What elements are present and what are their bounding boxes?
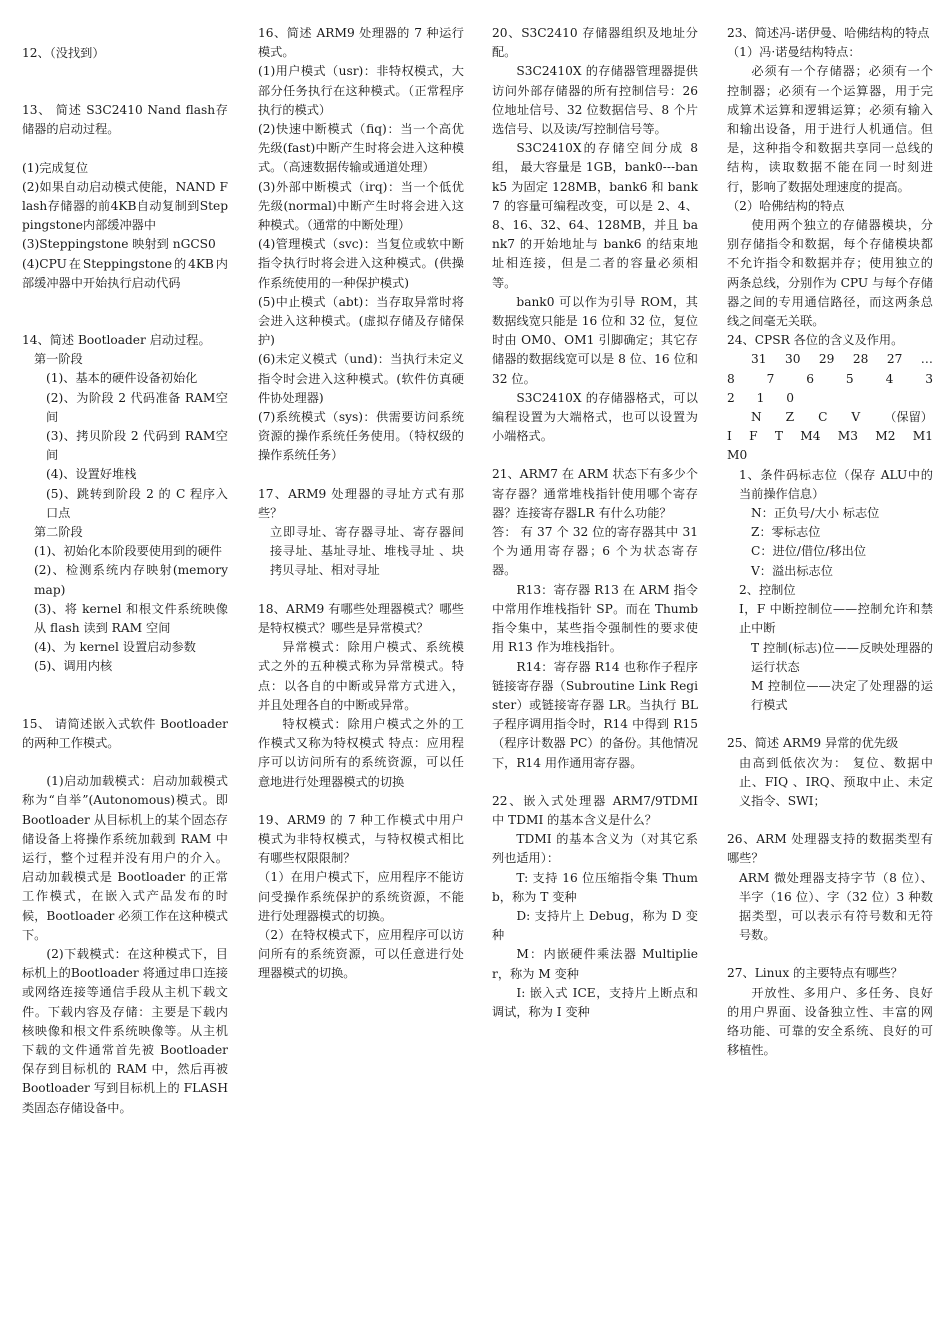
cpsr-flag: M2 — [875, 429, 896, 444]
column-2 — [258, 24, 464, 984]
cpsr-flag: M4 — [800, 429, 821, 444]
q22-item-m: M：内嵌硬件乘法器 Multiplier，称为 M 变种 — [492, 947, 698, 981]
column-1 — [22, 44, 232, 1118]
q14-stage2-item-5: (5)、调用内核 — [34, 659, 113, 674]
q27-answer: 开放性、多用户、多任务、良好的用户界面、设备独立性、丰富的网络功能、可靠的安全系统、良好的可移植性。 — [727, 985, 933, 1058]
q26-answer: ARM 微处理器支持字节（8 位）、半字（16 位）、字（32 位）3 种数据类型，可以表示有符号数和无符号数。 — [739, 870, 933, 943]
cpsr-flag: （保留） — [884, 410, 933, 425]
q23-heading-1: （1）冯·诺曼结构特点： — [727, 45, 861, 60]
question-26-title: 26、ARM 处理器支持的数据类型有哪些？ — [727, 832, 933, 866]
q21-paragraph-3: R14：寄存器 R14 也称作子程序链接寄存器（Subroutine Link Register）或链接寄存器 LR。当执行 BL 子程序调用指令时，R14 中得到 R15（程序计数器 PC）的备份。其他情况下，R14 用作通用寄存器。 — [492, 659, 702, 770]
question-23-title: 23、简述冯-诺伊曼、哈佛结构的特点 — [727, 26, 930, 40]
cpsr-bit: 4 — [885, 371, 894, 386]
cpsr-bits-row-3: 2 1 0 — [727, 390, 795, 405]
q14-stage1-item-5: (5)、跳转到阶段 2 的 C 程序入口点 — [46, 486, 228, 520]
q14-stage1-item-4: (4)、设置好堆栈 — [46, 467, 137, 482]
question-24-title: 24、CPSR 各位的含义及作用。 — [727, 333, 904, 348]
q20-paragraph-3: bank0 可以作为引导 ROM，其数据线宽只能是 16 位和 32 位，复位时由 OM0、OM1 引脚确定；其它存储器的数据线宽可以是 8 位、16 位和 32 位。 — [492, 294, 702, 386]
cpsr-flag: Z — [785, 410, 795, 425]
question-21-title: 21、ARM7 在 ARM 状态下有多少个寄存器？通常堆栈指针使用哪个寄存器？连接寄存器LR 有什么功能？ — [492, 467, 698, 520]
column-4 — [727, 24, 933, 1060]
q14-stage2-item-2: (2)、检测系统内存映射(memory map) — [34, 563, 232, 597]
q14-stage1-item-1: (1)、基本的硬件设备初始化 — [46, 371, 198, 386]
question-22-title: 22、嵌入式处理器 ARM7/9TDMI 中 TDMI 的基本含义是什么？ — [492, 793, 702, 827]
cpsr-bits-row-1 — [727, 350, 933, 369]
question-19-title: 19、ARM9 的 7 种工作模式中用户模式为非特权模式，与特权模式相比有哪些权限限制？ — [258, 812, 464, 866]
q20-paragraph-1: S3C2410X 的存储器管理器提供访问外部存储器的所有控制信号：26 位地址信号、32 位数据信号、8 个片选信号、以及读/写控制信号等。 — [492, 64, 702, 137]
cpsr-flag: M1 — [912, 429, 933, 444]
q24-item-4: C：进位/借位/移出位 — [751, 544, 867, 559]
question-18-title: 18、ARM9 有哪些处理器模式？哪些是特权模式？哪些是异常模式？ — [258, 601, 464, 635]
q16-item-6: (6)未定义模式（und)：当执行未定义指令时会进入这种模式。(软件仿真硬件协处理器) — [258, 352, 464, 405]
q16-item-4: (4)管理模式（svc)：当复位或软中断指令执行时将会进入这种模式。(供操作系统使用的一种保护模式) — [258, 237, 464, 290]
cpsr-flags-row-1 — [727, 408, 933, 427]
cpsr-bit: 7 — [766, 371, 775, 386]
cpsr-flag: C — [818, 410, 828, 425]
q19-paragraph-1: （1）在用户模式下，应用程序不能访问受操作系统保护的系统资源，不能进行处理器模式的切换。 — [258, 870, 464, 923]
cpsr-flag: T — [774, 429, 783, 444]
q22-item-t: T: 支持 16 位压缩指令集 Thumb，称为 T 变种 — [492, 870, 698, 904]
question-14-title: 14、简述 Bootloader 启动过程。 — [22, 333, 211, 348]
q16-item-3: (3)外部中断模式（irq)：当一个低优先级(normal)中断产生时将会进入这种模式。（通常的中断处理） — [258, 179, 464, 233]
q13-item-1: (1)完成复位 — [22, 160, 89, 175]
question-17-title: 17、ARM9 处理器的寻址方式有那些？ — [258, 486, 464, 520]
cpsr-bit: 29 — [818, 352, 835, 367]
q21-paragraph-1: 答： 有 37 个 32 位的寄存器其中 31 个为通用寄存器；6 个为状态寄存器。 — [492, 525, 702, 578]
question-20-title: 20、S3C2410 存储器组织及地址分配。 — [492, 26, 698, 60]
cpsr-bit: 6 — [806, 371, 815, 386]
cpsr-flag: M3 — [837, 429, 858, 444]
cpsr-bit: 27 — [886, 352, 903, 367]
cpsr-flags-row-2 — [727, 427, 933, 446]
q15-paragraph-1: (1)启动加载模式：启动加载模式称为“自举”(Autonomous)模式。即 Bootloader 从目标机上的某个固态存储设备上将操作系统加载到 RAM 中运行，整个过程并没有用户的介入。启动加载模式是 Bootloader 的正常工作模式，在嵌入式产品发布的时候，Bootloader 必须工作在这种模式下。 — [22, 774, 232, 942]
q14-stage-1: 第一阶段 — [34, 352, 83, 367]
q13-item-3: (3)Steppingstone 映射到 nGCS0 — [22, 237, 216, 252]
cpsr-bit: 30 — [784, 352, 801, 367]
q13-item-4: (4)CPU在Steppingstone的4KB内部缓冲器中开始执行启动代码 — [22, 256, 228, 290]
question-12: 12、（没找到） — [22, 46, 105, 60]
q20-paragraph-2: S3C2410X的存储空间分成 8 组， 最大容量是 1GB，bank0---bank5 为固定 128MB，bank6 和 bank7 的容量可编程改变，可以是 2、4、8、16、32、64、128MB，并且 bank7 的开始地址与 bank6 的结束地址相连接，但是二者的容量必须相等。 — [492, 141, 702, 290]
cpsr-flag: N — [751, 410, 762, 425]
question-15-title: 15、 请简述嵌入式软件 Bootloader 的两种工作模式。 — [22, 716, 232, 750]
q14-stage2-item-1: (1)、初始化本阶段要使用到的硬件 — [34, 544, 222, 559]
cpsr-bit: 5 — [845, 371, 854, 386]
q25-answer: 由高到低依次为： 复位、数据中止、FIQ 、IRQ、预取中止、未定义指令、SWI； — [739, 755, 933, 808]
q14-stage1-item-2: (2)、为阶段 2 代码准备 RAM空间 — [46, 390, 228, 424]
q13-item-2: (2)如果自动启动模式使能，NAND Flash存储器的前4KB自动复制到Steppingstone内部缓冲器中 — [22, 179, 228, 233]
q24-item-3: Z：零标志位 — [751, 525, 821, 540]
q24-item-6: 2、控制位 — [739, 582, 796, 597]
column-3 — [492, 24, 702, 1022]
q18-paragraph-2: 特权模式：除用户模式之外的工作模式又称为特权模式 特点：应用程序可以访问所有的系统资源，可以任意地进行处理器模式的切换 — [258, 716, 464, 789]
q15-paragraph-2: (2)下载模式：在这种模式下，目标机上的Bootloader 将通过串口连接或网络连接等通信手段从主机下载文件。下载内容及存储：主要是下载内核映像和根文件系统映像等。从主机下载的文件通常首先被 Bootloader 保存到目标机的 RAM 中，然后再被 Bootloader 写到目标机上的 FLASH 类固态存储设备中。 — [22, 946, 232, 1115]
cpsr-bit: 28 — [852, 352, 869, 367]
q24-item-7: I，F 中断控制位——控制允许和禁止中断 — [739, 602, 933, 636]
q22-item-i: I: 嵌入式 ICE，支持片上断点和调试，称为 I 变种 — [492, 985, 698, 1019]
q16-item-7: (7)系统模式（sys)：供需要访问系统资源的操作系统任务使用。（特权级的操作系统任务） — [258, 410, 464, 463]
q19-paragraph-2: （2）在特权模式下，应用程序可以访问所有的系统资源，可以任意进行处理器模式的切换。 — [258, 927, 464, 981]
cpsr-bit: 3 — [925, 371, 933, 386]
q24-item-5: V：溢出标志位 — [751, 563, 833, 578]
cpsr-flag: I — [727, 429, 732, 444]
q21-paragraph-2: R13：寄存器 R13 在 ARM 指令中常用作堆栈指针 SP。而在 Thumb 指令集中，某些指令强制性的要求使用 R13 作为堆栈指针。 — [492, 582, 702, 655]
q20-paragraph-4: S3C2410X 的存储器格式，可以编程设置为大端格式，也可以设置为小端格式。 — [492, 390, 698, 444]
question-16-title: 16、简述 ARM9 处理器的 7 种运行模式。 — [258, 26, 464, 60]
q14-stage2-item-4: (4)、为 kernel 设置启动参数 — [34, 640, 196, 655]
q23-paragraph-2: 使用两个独立的存储器模块，分别存储指令和数据，每个存储模块都不允许指令和数据并存；使用独立的两条总线，分别作为 CPU 与每个存储器之间的专用通信路径，而这两条总线之间毫无关联。 — [727, 218, 933, 329]
q22-item-d: D: 支持片上 Debug，称为 D 变种 — [492, 908, 698, 943]
q24-item-8: T 控制(标志)位——反映处理器的运行状态 — [751, 640, 933, 674]
cpsr-flag: F — [749, 429, 758, 444]
q16-item-1: (1)用户模式（usr)：非特权模式，大部分任务执行在这种模式。（正常程序执行的模式） — [258, 64, 464, 117]
cpsr-bit: 8 — [727, 371, 735, 386]
q16-item-5: (5)中止模式（abt)：当存取异常时将会进入这种模式。(虚拟存储及存储保护) — [258, 294, 464, 348]
q23-heading-2: （2）哈佛结构的特点 — [727, 198, 845, 213]
q18-paragraph-1: 异常模式：除用户模式、系统模式之外的五种模式称为异常模式。特点：以各自的中断或异常方式进入，并且处理各自的中断或异常。 — [258, 640, 464, 712]
q24-item-2: N：正负号/大小 标志位 — [751, 506, 880, 521]
q22-intro: TDMI 的基本含义为（对其它系列也适用）： — [492, 832, 698, 866]
q24-item-1: 1、条件码标志位（保存 ALU中的当前操作信息） — [739, 467, 933, 501]
question-27-title: 27、Linux 的主要特点有哪些？ — [727, 966, 903, 981]
cpsr-flags-row-3: M0 — [727, 448, 748, 463]
q14-stage-2: 第二阶段 — [34, 525, 83, 540]
q17-answer: 立即寻址、寄存器寻址、寄存器间接寻址、基址寻址、堆栈寻址 、块拷贝寻址、相对寻址 — [270, 525, 464, 578]
cpsr-bits-row-2 — [727, 370, 933, 389]
q23-paragraph-1: 必须有一个存储器；必须有一个控制器；必须有一个运算器，用于完成算术运算和逻辑运算；必须有输入和输出设备，用于进行人机通信。但是，这种指令和数据共享同一总线的结构，读取数据不能在同一时刻进行，影响了数据处理速度的提高。 — [727, 64, 933, 194]
question-25-title: 25、简述 ARM9 异常的优先级 — [727, 736, 899, 751]
q14-stage2-item-3: (3)、将 kernel 和根文件系统映像从 flash 读到 RAM 空间 — [34, 601, 228, 636]
question-13-title: 13、 简述 S3C2410 Nand flash存储器的启动过程。 — [22, 103, 228, 137]
q24-item-9: M 控制位——决定了处理器的运行模式 — [751, 678, 933, 713]
cpsr-bit: 31 — [751, 352, 767, 367]
q14-stage1-item-3: (3)、拷贝阶段 2 代码到 RAM空间 — [46, 429, 228, 463]
cpsr-bit: … — [920, 352, 933, 367]
cpsr-flag: V — [851, 410, 861, 425]
q16-item-2: (2)快速中断模式（fiq)：当一个高优先级(fast)中断产生时将会进入这种模式。（高速数据传输或通道处理） — [258, 122, 464, 175]
